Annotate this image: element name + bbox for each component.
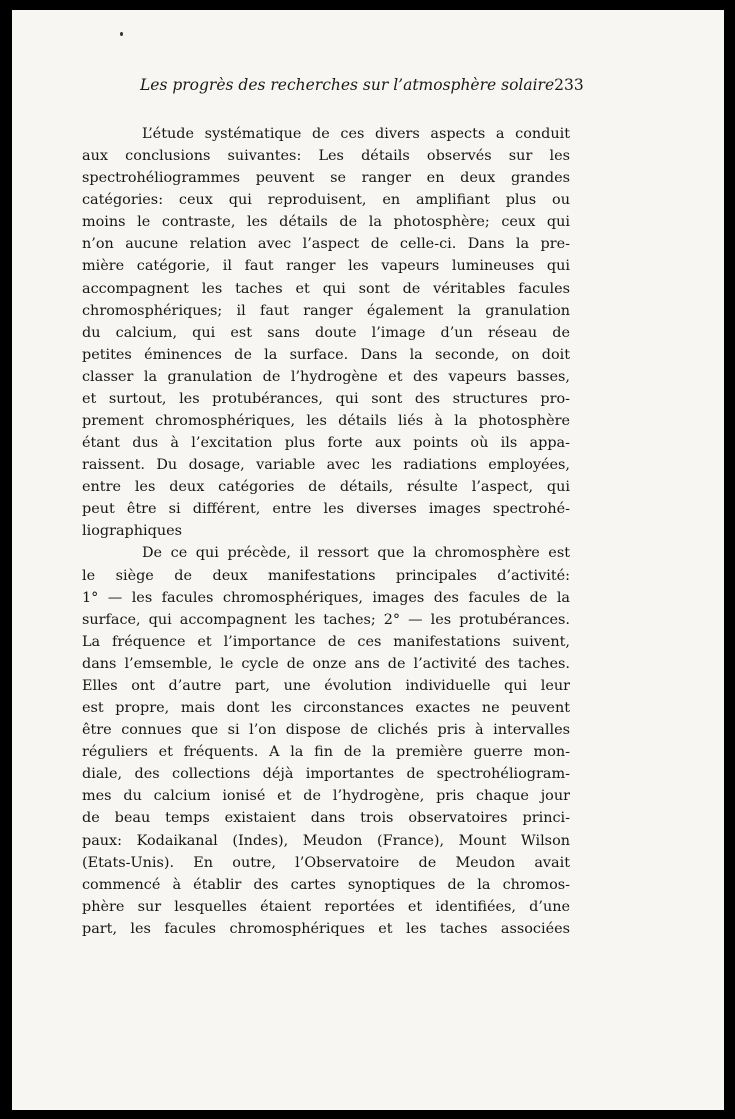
text-line: phère sur lesquelles étaient reportées et identifiées, d’une — [82, 898, 570, 915]
text-line: raissent. Du dosage, variable avec les radiations employées, — [82, 457, 570, 474]
text-line: part, les facules chromosphériques et les taches associées — [82, 920, 570, 937]
text-line: Elles ont d’autre part, une évolution individuelle qui leur — [82, 677, 570, 694]
text-line: est propre, mais dont les circonstances exactes ne peuvent — [82, 700, 570, 717]
text-line: chromosphériques; il faut ranger également la granulation — [82, 302, 570, 319]
text-line: réguliers et fréquents. A la fin de la première guerre mon- — [82, 744, 570, 761]
text-line: accompagnent les taches et qui sont de véritables facules — [82, 280, 570, 297]
text-line: étant dus à l’excitation plus forte aux points où ils appa- — [82, 435, 570, 452]
text-line: petites éminences de la surface. Dans la seconde, on doit — [82, 346, 570, 363]
text-line: du calcium, qui est sans doute l’image d’un réseau de — [82, 324, 570, 341]
running-title: Les progrès des recherches sur l’atmosphère solaire — [140, 76, 555, 94]
body-text — [82, 123, 570, 940]
text-line: liographiques — [82, 523, 183, 540]
text-line: moins le contraste, les détails de la photosphère; ceux qui — [82, 214, 570, 231]
text-line: commencé à établir des cartes synoptiques de la chromos- — [82, 876, 570, 893]
text-line: diale, des collections déjà importantes de spectrohéliogram- — [82, 766, 570, 783]
running-header — [140, 76, 584, 94]
text-line: le siège de deux manifestations principales d’activité: — [82, 567, 570, 584]
text-line: (Etats-Unis). En outre, l’Observatoire de Meudon avait — [82, 854, 570, 871]
text-line: prement chromosphériques, les détails liés à la photosphère — [82, 413, 570, 430]
text-line: De ce qui précède, il ressort que la chromosphère est — [142, 545, 570, 562]
text-line: n’on aucune relation avec l’aspect de celle-ci. Dans la pre- — [82, 236, 570, 253]
text-line: de beau temps existaient dans trois observatoires princi- — [82, 810, 570, 827]
text-line: dans l’emsemble, le cycle de onze ans de l’activité des taches. — [82, 655, 570, 672]
text-line: et surtout, les protubérances, qui sont des structures pro- — [82, 390, 570, 407]
text-line: aux conclusions suivantes: Les détails observés sur les — [82, 148, 570, 165]
text-line: La fréquence et l’importance de ces manifestations suivent, — [82, 633, 570, 650]
text-line: paux: Kodaikanal (Indes), Meudon (France), Mount Wilson — [82, 832, 570, 849]
print-speck — [120, 32, 123, 36]
text-line: classer la granulation de l’hydrogène et des vapeurs basses, — [82, 368, 570, 385]
document-page — [12, 10, 724, 1110]
text-line: spectrohéliogrammes peuvent se ranger en deux grandes — [82, 170, 570, 187]
text-line: peut être si différent, entre les diverses images spectrohé- — [82, 501, 570, 518]
page-number: 233 — [554, 76, 584, 94]
text-line: surface, qui accompagnent les taches; 2° — les protubérances. — [82, 611, 570, 628]
text-line: catégories: ceux qui reproduisent, en amplifiant plus ou — [82, 192, 570, 209]
text-line: 1° — les facules chromosphériques, images des facules de la — [82, 589, 570, 606]
text-line: être connues que si l’on dispose de clichés pris à intervalles — [82, 722, 570, 739]
text-line: mière catégorie, il faut ranger les vapeurs lumineuses qui — [82, 258, 570, 275]
text-line: entre les deux catégories de détails, résulte l’aspect, qui — [82, 479, 570, 496]
text-line: L’étude systématique de ces divers aspects a conduit — [142, 126, 570, 142]
text-line: mes du calcium ionisé et de l’hydrogène, pris chaque jour — [82, 788, 570, 805]
